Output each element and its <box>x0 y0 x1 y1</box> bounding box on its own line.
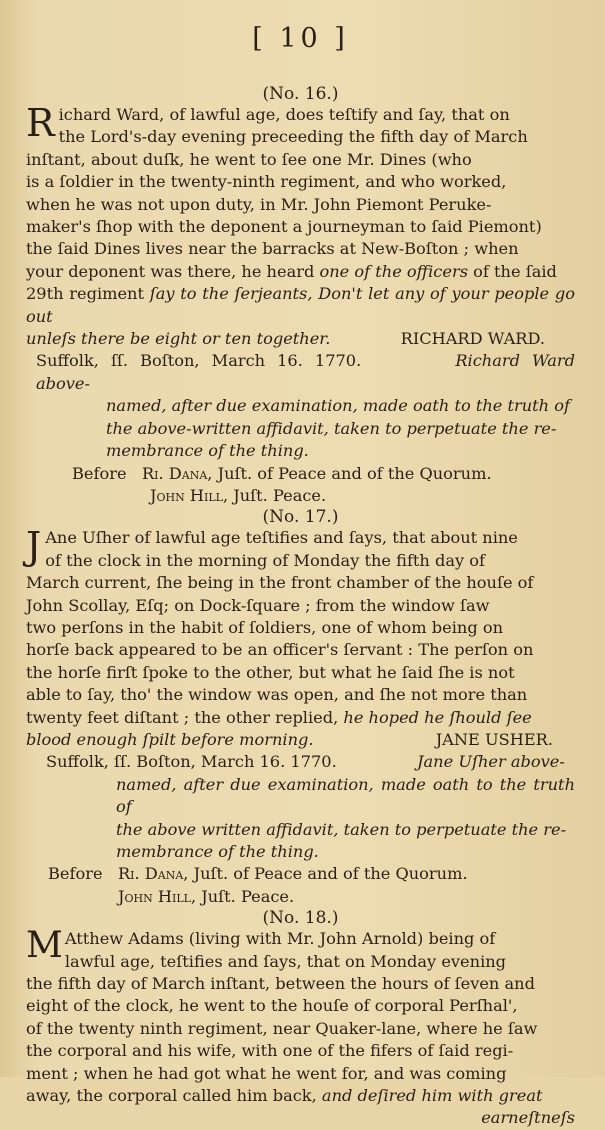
line: 29th regiment ſay to the ſerjeants, Don't let any of your people go out <box>26 284 575 326</box>
line: two perſons in the habit of ſoldiers, one of whom being on <box>26 617 503 637</box>
line: your deponent was there, he heard one of the officers of the ſaid <box>26 261 557 281</box>
line: unleſs there be eight or ten together. RICHARD WARD. <box>26 328 575 350</box>
signature: JANE USHER. <box>435 729 553 749</box>
deposition-number-16: (No. 16.) <box>262 84 339 104</box>
deposition-17 <box>26 524 575 908</box>
line: horſe back appeared to be an officer's ſervant : The perſon on <box>26 640 534 660</box>
line: maker's ſhop with the deponent a journeyman to ſaid Piemont) <box>26 217 542 237</box>
justice-line: John Hill, Juſt. Peace. <box>118 886 295 906</box>
drop-cap-m: M <box>26 925 63 967</box>
drop-cap-r: R <box>26 101 55 145</box>
line: the ſaid Dines lives near the barracks at New-Boſton ; when <box>26 239 519 259</box>
deposition-18 <box>26 925 575 1130</box>
line: the fifth day of March inſtant, between the hours of ſeven and <box>26 974 535 994</box>
line: when he was not upon duty, in Mr. John Piemont Peruke- <box>26 194 492 214</box>
line: the Lord's-day evening preceeding the fifth day of March <box>58 127 528 147</box>
line: lawful age, teſtifies and ſays, that on Monday evening <box>64 951 507 971</box>
line: Atthew Adams (living with Mr. John Arnold) being of <box>64 929 496 949</box>
line: away, the corporal called him back, and deſired him with great <box>26 1086 543 1106</box>
certification: Suffolk, ſſ. Boſton, March 16. 1770. Jane Uſher above- named, after due examination, made oath to the truth of the above written affidavit, taken to perpetuate the re- membrance of the thing. <box>46 752 575 861</box>
certification: Suffolk, ſſ. Boſton, March 16. 1770. Richard Ward above- named, after due examination, made oath to the truth of the above-written affidavit, taken to perpetuate the re- membrance of the thing. <box>36 351 575 461</box>
line: is a ſoldier in the twenty-ninth regiment, and who worked, <box>26 172 507 192</box>
line: inſtant, about duſk, he went to ſee one Mr. Dines (who <box>26 149 472 169</box>
line: ichard Ward, of lawful age, does teſtify and ſay, that on <box>58 105 510 124</box>
deposition-number-17: (No. 17.) <box>262 507 339 528</box>
line: blood enough ſpilt before morning. JANE USHER. <box>26 729 575 751</box>
line: ment ; when he had got what he went for, and was coming <box>26 1063 507 1083</box>
justice-line: Before Ri. Dana, Juſt. of Peace and of the Quorum. <box>72 463 492 483</box>
line: March current, ſhe being in the front chamber of the houſe of <box>26 573 534 593</box>
drop-cap-j: J <box>26 524 42 569</box>
line: of the twenty ninth regiment, near Quaker-lane, where he ſaw <box>26 1018 538 1038</box>
justice-line: Before Ri. Dana, Juſt. of Peace and of the Quorum. <box>48 864 468 884</box>
line: of the clock in the morning of Monday the fifth day of <box>45 550 486 570</box>
line: John Scollay, Eſq; on Dock-ſquare ; from the window ſaw <box>26 595 490 615</box>
catchword: earneſtneſs <box>481 1108 575 1128</box>
line: twenty feet diſtant ; the other replied, he hoped he ſhould ſee <box>26 707 532 727</box>
line: able to ſay, tho' the window was open, and ſhe not more than <box>26 685 528 705</box>
page-number: [ 10 ] <box>252 23 349 54</box>
signature: RICHARD WARD. <box>400 329 545 349</box>
deposition-number-18: (No. 18.) <box>262 908 339 929</box>
line: the horſe firſt ſpoke to the other, but what he ſaid ſhe is not <box>26 662 515 682</box>
justice-line: John Hill, Juſt. Peace. <box>150 485 327 505</box>
line: the corporal and his wife, with one of the fifers of ſaid regi- <box>26 1041 514 1061</box>
deposition-16 <box>26 101 575 507</box>
line: eight of the clock, he went to the houſe of corporal Perſhal', <box>26 996 518 1016</box>
line: Ane Uſher of lawful age teſtifies and ſays, that about nine <box>45 528 518 548</box>
